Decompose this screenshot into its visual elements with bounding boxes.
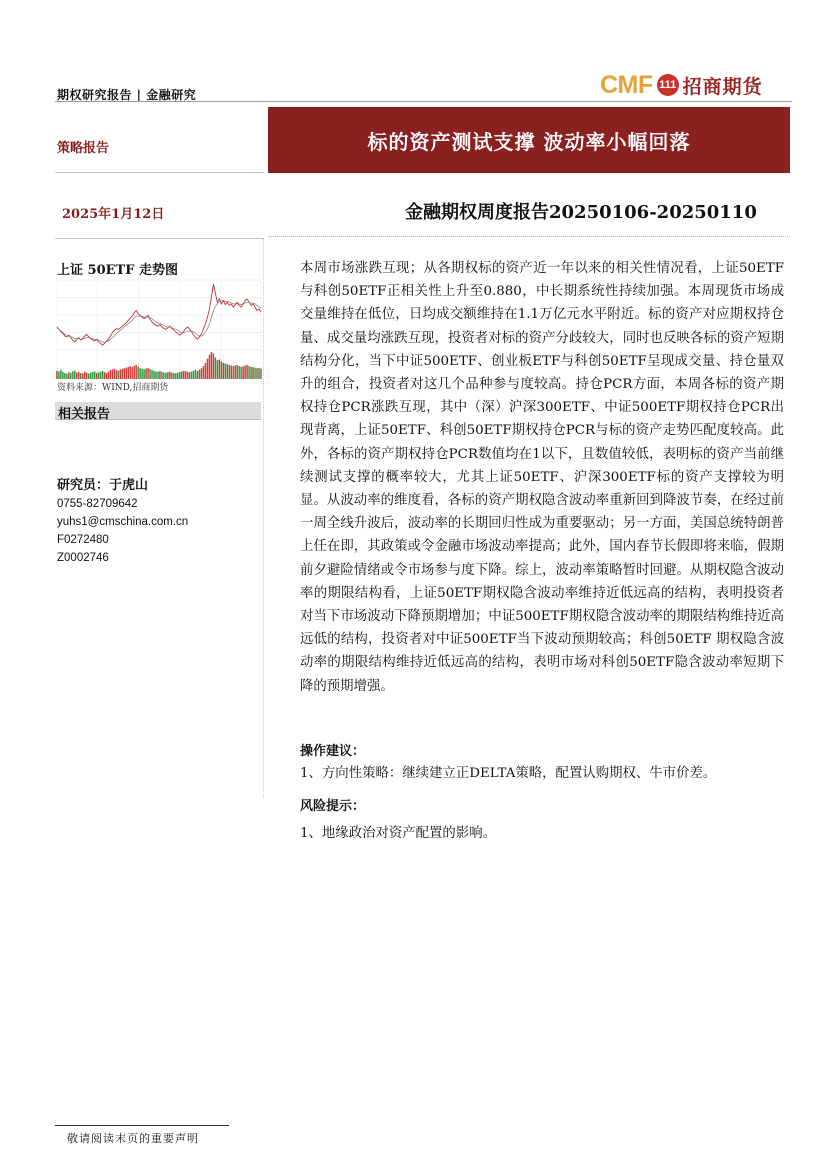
chart-volume-bar <box>181 371 182 379</box>
chart-volume-bar <box>185 371 186 379</box>
chart-volume-bar <box>80 373 81 379</box>
chart-volume-bar <box>70 373 71 379</box>
chart-source: 资料来源：WIND,招商期货 <box>57 383 169 393</box>
chart-volume-bar <box>256 368 257 379</box>
related-reports-header <box>55 402 261 420</box>
chart-volume-bar <box>169 372 170 379</box>
chart-volume-bar <box>244 366 245 380</box>
chart-volume-bar <box>201 368 202 379</box>
chart-volume-bar <box>252 367 253 379</box>
chart-volume-bar <box>68 372 69 379</box>
chart-volume-bar <box>229 365 230 379</box>
header-divider <box>55 101 792 102</box>
operations-text: 1、方向性策略：继续建立正DELTA策略，配置认购期权、牛市价差。 <box>300 766 717 781</box>
chart-volume-bar <box>236 365 237 379</box>
chart-volume-bar <box>129 366 130 379</box>
chart-volume-bar <box>207 359 208 379</box>
chart-volume-bar <box>240 367 241 379</box>
chart-volume-bar <box>118 371 119 379</box>
chart-volume-bar <box>90 373 91 379</box>
chart-volume-bar <box>133 366 134 379</box>
report-date: 2025年1月12日 <box>62 207 165 222</box>
chart-volume-bar <box>149 369 150 379</box>
chart-volume-bar <box>187 372 188 379</box>
chart-volume-bar <box>258 368 259 379</box>
chart-volume-bar <box>147 368 148 379</box>
chart-volume-bar <box>260 369 261 379</box>
chart-volume-bar <box>126 368 127 379</box>
etf-trend-chart <box>56 276 262 380</box>
analyst-email[interactable]: yuhs1@cmschina.com.cn <box>57 516 189 528</box>
chart-volume-bar <box>135 365 136 379</box>
chart-volume-bar <box>219 360 220 379</box>
chart-volume-bar <box>157 372 158 379</box>
chart-volume-bar <box>116 370 117 379</box>
chart-volume-bar <box>159 371 160 379</box>
chart-volume-bar <box>215 357 216 379</box>
logo-chinese-name: 招商期货 <box>682 75 763 98</box>
chart-volume-bar <box>100 372 101 379</box>
chart-volume-bar <box>153 371 154 379</box>
report-category: 期权研究报告 | 金融研究 <box>57 88 197 102</box>
chart-volume-bar <box>143 369 144 379</box>
sidebar-divider <box>55 238 264 239</box>
chart-volume-bar <box>163 373 164 379</box>
chart-volume-bar <box>211 352 212 379</box>
analyst-license-z: Z0002746 <box>57 552 109 564</box>
chart-volume-bar <box>137 367 138 379</box>
chart-volume-bar <box>76 373 77 379</box>
chart-volume-bar <box>234 366 235 380</box>
analyst-name: 研究员：于虎山 <box>57 478 149 493</box>
chart-volume-bar <box>151 370 152 379</box>
risk-text: 1、地缘政治对资产配置的影响。 <box>300 826 496 841</box>
chart-volume-bar <box>82 373 83 379</box>
chart-volume-bar <box>161 372 162 379</box>
chart-volume-bar <box>106 373 107 379</box>
chart-volume-bar <box>175 373 176 379</box>
footer-disclaimer: 敬请阅读末页的重要声明 <box>67 1132 199 1145</box>
chart-volume-bar <box>203 366 204 379</box>
chart-volume-bar <box>217 360 218 379</box>
risk-heading: 风险提示： <box>300 799 366 814</box>
chart-volume-bar <box>242 366 243 379</box>
chart-volume-bar <box>78 372 79 379</box>
report-type: 策略报告 <box>57 141 110 156</box>
chart-volume-bar <box>254 368 255 379</box>
chart-volume-bar <box>173 373 174 379</box>
chart-volume-bar <box>72 371 73 379</box>
chart-volume-bar <box>110 370 111 379</box>
chart-volume-bar <box>238 366 239 379</box>
chart-volume-bar <box>232 366 233 379</box>
summary-paragraph: 本周市场涨跌互现；从各期权标的资产近一年以来的相关性情况看，上证50ETF与科创50ETF正相关性上升至0.880，中长期系统性持续加强。本周现货市场成交量维持在低位，日均成交额维持在1.1万亿元水平附近。标的资产对应期权持仓量、成交量均涨跌互现，投资者对标的资产分歧较大，同时也反映各标的资产短期结构分化，当下中证500ETF、创业板ETF与科创50ETF呈现成交量、持仓量双升的组合，投资者对这几个品种参与度较高。持仓PCR方面，本周各标的资产期权持仓PCR涨跌互现，其中（深）沪深300ETF、中证500ETF期权持仓PCR出现背离，上证50ETF、科创50ETF期权持仓PCR与标的资产走势匹配度较高。此外，各标的资产期权持仓PCR数值均在1以下，且数值较低，表明标的资产当前继续测试支撑的概率较大，尤其上证50ETF、沪深300ETF标的资产支撑较为明显。从波动率的维度看，各标的资产期权隐含波动率重新回到降波节奏，在经过前一周全线升波后，波动率的长期回归性成为重要驱动；另一方面，美国总统特朗普上任在即，其政策或令金融市场波动率提高；此外，国内春节长假即将来临，假期前夕避险情绪或令市场参与度下降。综上，波动率策略暂时回避。从期权隐含波动率的期限结构看，上证50ETF期权隐含波动率维持近低远高的结构，表明投资者对当下市场波动下降预期增加；中证500ETF期权隐含波动率的期限结构维持近高远低的结构，投资者对中证500ETF当下波动预期较高；科创50ETF 期权隐含波动率的期限结构维持近低远高的结构，表明市场对科创50ETF隐含波动率短期下降的预期增强。 <box>300 261 784 694</box>
chart-volume-bar <box>145 368 146 379</box>
chart-series-price <box>57 284 261 345</box>
chart-title: 上证 50ETF 走势图 <box>57 263 178 278</box>
chart-volume-bars <box>56 352 262 379</box>
chart-volume-bar <box>221 361 222 379</box>
chart-volume-bar <box>66 374 67 379</box>
logo-latin: CMF <box>600 70 653 99</box>
report-title: 标的资产测试支撑 波动率小幅回落 <box>367 129 691 154</box>
column-divider <box>263 238 264 798</box>
chart-volume-bar <box>104 372 105 379</box>
chart-volume-bar <box>213 353 214 379</box>
logo-badge-icon: 111 <box>657 74 679 96</box>
analyst-license-f: F0272480 <box>57 534 109 546</box>
operations-heading: 操作建议： <box>300 744 366 759</box>
chart-volume-bar <box>114 369 115 379</box>
chart-volume-bar <box>141 369 142 379</box>
chart-volume-bar <box>250 367 251 379</box>
report-title-banner <box>268 107 790 173</box>
chart-volume-bar <box>177 373 178 379</box>
chart-volume-bar <box>88 374 89 379</box>
chart-volume-bar <box>171 373 172 379</box>
chart-volume-bar <box>246 365 247 379</box>
sidebar-divider <box>55 172 264 173</box>
related-reports-label: 相关报告 <box>58 407 111 422</box>
chart-volume-bar <box>112 369 113 379</box>
company-logo <box>600 70 763 100</box>
chart-volume-bar <box>189 372 190 379</box>
chart-price-lines <box>57 284 261 345</box>
chart-volume-bar <box>92 372 93 379</box>
chart-volume-bar <box>124 368 125 379</box>
chart-volume-bar <box>155 371 156 379</box>
chart-volume-bar <box>139 368 140 379</box>
chart-volume-bar <box>122 369 123 379</box>
chart-volume-bar <box>197 371 198 379</box>
chart-volume-bar <box>183 371 184 379</box>
chart-volume-bar <box>167 372 168 379</box>
chart-volume-bar <box>108 372 109 379</box>
chart-volume-bar <box>248 366 249 379</box>
analyst-phone: 0755-82709642 <box>57 498 138 510</box>
chart-volume-bar <box>98 373 99 379</box>
chart-volume-bar <box>225 363 226 379</box>
chart-volume-bar <box>56 371 57 379</box>
chart-volume-bar <box>84 372 85 379</box>
chart-volume-bar <box>131 367 132 379</box>
chart-volume-bar <box>60 370 61 379</box>
chart-volume-bar <box>179 372 180 379</box>
chart-volume-bar <box>209 355 210 379</box>
chart-volume-bar <box>193 371 194 379</box>
chart-volume-bar <box>74 371 75 379</box>
chart-volume-bar <box>191 371 192 379</box>
chart-volume-bar <box>165 373 166 379</box>
chart-volume-bar <box>58 371 59 379</box>
chart-volume-bar <box>64 373 65 379</box>
footer-divider <box>55 1125 229 1126</box>
chart-volume-bar <box>231 366 232 380</box>
chart-volume-bar <box>199 370 200 379</box>
report-subtitle: 金融期权周度报告20250106-20250110 <box>405 202 757 223</box>
chart-volume-bar <box>205 363 206 379</box>
chart-volume-bar <box>94 371 95 379</box>
chart-volume-bar <box>120 370 121 379</box>
chart-volume-bar <box>223 363 224 379</box>
chart-volume-bar <box>62 372 63 379</box>
chart-volume-bar <box>128 367 129 379</box>
chart-series-ma <box>57 301 261 343</box>
chart-volume-bar <box>86 373 87 379</box>
chart-volume-bar <box>227 364 228 379</box>
chart-volume-bar <box>102 371 103 379</box>
chart-volume-bar <box>195 370 196 379</box>
chart-volume-bar <box>96 373 97 379</box>
subtitle-divider <box>268 236 790 237</box>
chart-grid <box>56 280 262 379</box>
